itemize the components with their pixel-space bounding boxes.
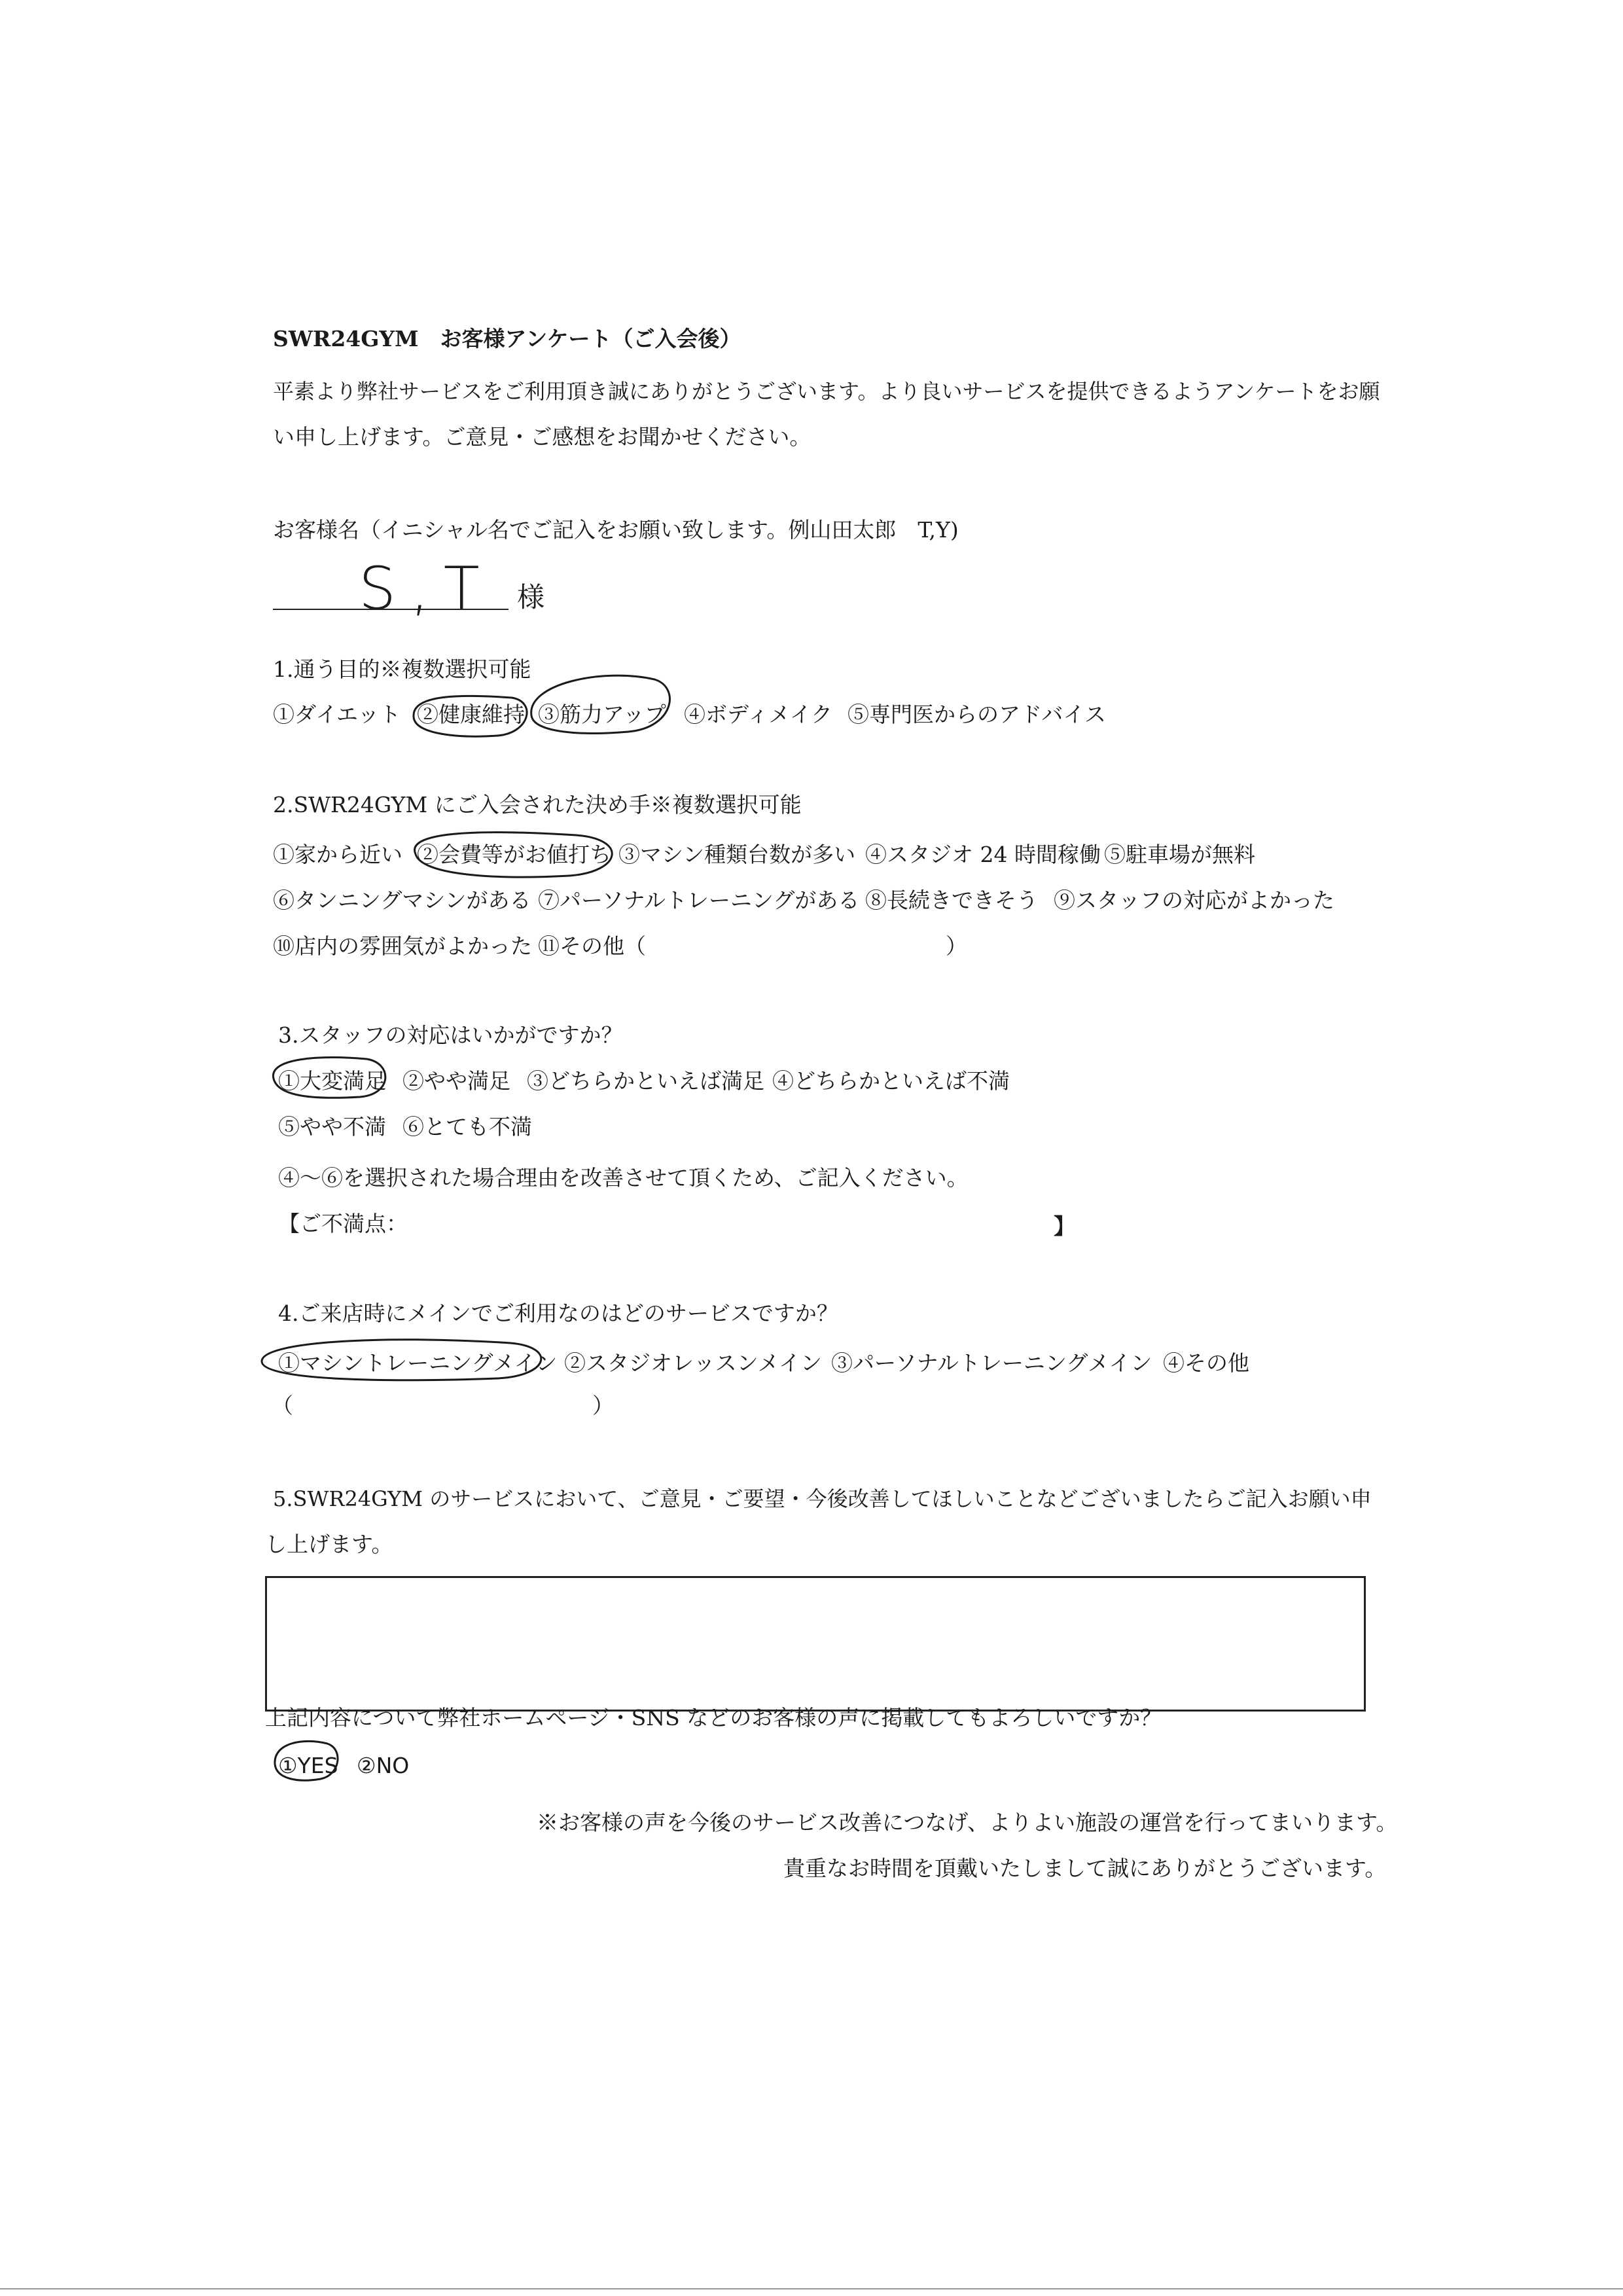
q5-heading-line1: 5.SWR24GYM のサービスにおいて、ご意見・ご要望・今後改善してほしいことなどございましたらご記入お願い申	[273, 1486, 1372, 1511]
q3-circle-mark-1	[273, 1058, 385, 1098]
closing-note: ※お客様の声を今後のサービス改善につなげ、よりよい施設の運営を行ってまいります。	[537, 1810, 1398, 1835]
q3-option-4[interactable]: ④どちらかといえば不満	[772, 1068, 1010, 1094]
q2-option-3[interactable]: ③マシン種類台数が多い	[618, 842, 856, 867]
q1-option-1[interactable]: ①ダイエット	[273, 702, 401, 727]
q1-option-3[interactable]: ③筋力アップ	[538, 702, 666, 727]
publish-question: 上記内容について弊社ホームページ・SNS などのお客様の声に掲載してもよろしいですか？	[265, 1705, 1162, 1731]
q3-heading: 3.スタッフの対応はいかがですか？	[278, 1022, 623, 1048]
name-label: お客様名（イニシャル名でご記入をお願い致します。例山田太郎 T,Y)	[273, 517, 959, 543]
survey-title: SWR24GYM お客様アンケート（ご入会後）	[273, 326, 741, 351]
publish-yes-option[interactable]: ①YES	[278, 1753, 338, 1778]
q3-option-5[interactable]: ⑤やや不満	[278, 1114, 386, 1139]
q2-option-10[interactable]: ⑩店内の雰囲気がよかった	[273, 933, 532, 959]
q5-heading-line2: し上げます。	[265, 1532, 393, 1557]
intro-text-line1: 平素より弊社サービスをご利用頂き誠にありがとうございます。より良いサービスを提供できるようアンケートをお願	[273, 379, 1380, 404]
q1-circle-mark-2	[414, 696, 527, 736]
q3-option-2[interactable]: ②やや満足	[402, 1068, 510, 1094]
name-suffix: 様	[517, 581, 545, 613]
q2-option-4[interactable]: ④スタジオ 24 時間稼働	[865, 842, 1101, 867]
q1-heading: 1.通う目的※複数選択可能	[273, 656, 531, 682]
q3-option-1[interactable]: ①大変満足	[278, 1068, 386, 1094]
q4-option-3[interactable]: ③パーソナルトレーニングメイン	[831, 1350, 1152, 1376]
q4-option-2[interactable]: ②スタジオレッスンメイン	[564, 1350, 823, 1376]
publish-no-option[interactable]: ②NO	[357, 1753, 410, 1778]
q3-complaint-close: 】	[1054, 1213, 1075, 1239]
q2-other-close: ）	[946, 933, 967, 959]
q3-option-3[interactable]: ③どちらかといえば満足	[527, 1068, 764, 1094]
q2-option-1[interactable]: ①家から近い	[273, 842, 402, 867]
q2-option-5[interactable]: ⑤駐車場が無料	[1104, 842, 1255, 867]
closing-thanks: 貴重なお時間を頂戴いたしまして誠にありがとうございます。	[783, 1856, 1387, 1881]
q2-heading: 2.SWR24GYM にご入会された決め手※複数選択可能	[273, 792, 802, 817]
intro-text-line2: い申し上げます。ご意見・ご感想をお聞かせください。	[273, 424, 812, 450]
customer-initials-field[interactable]: S,T	[359, 554, 494, 623]
q4-option-4[interactable]: ④その他	[1163, 1350, 1249, 1376]
q1-option-5[interactable]: ⑤専門医からのアドバイス	[847, 702, 1107, 727]
q2-option-7[interactable]: ⑦パーソナルトレーニングがある	[538, 888, 860, 913]
publish-circle-mark-yes	[275, 1741, 338, 1780]
q4-paren-open: （	[272, 1393, 293, 1418]
q1-circle-mark-3	[531, 675, 670, 733]
q2-option-8[interactable]: ⑧長続きできそう	[865, 888, 1038, 913]
q4-heading: 4.ご来店時にメインでご利用なのはどのサービスですか？	[278, 1300, 838, 1326]
q2-circle-mark-2	[415, 833, 613, 877]
q3-option-6[interactable]: ⑥とても不満	[402, 1114, 532, 1139]
q2-option-2[interactable]: ②会費等がお値打ち	[417, 842, 611, 867]
q4-option-1[interactable]: ①マシントレーニングメイン	[278, 1350, 558, 1376]
q1-option-2[interactable]: ②健康維持	[417, 702, 525, 727]
q1-option-4[interactable]: ④ボディメイク	[684, 702, 833, 727]
q3-note: ④～⑥を選択された場合理由を改善させて頂くため、ご記入ください。	[278, 1165, 969, 1191]
page-bottom-edge	[0, 2288, 1623, 2289]
q2-option-9[interactable]: ⑨スタッフの対応がよかった	[1054, 888, 1334, 913]
q3-complaint-label: 【ご不満点：	[278, 1211, 408, 1236]
q4-circle-mark-1	[262, 1340, 541, 1380]
q2-option-6[interactable]: ⑥タンニングマシンがある	[273, 888, 531, 913]
q2-option-11[interactable]: ⑪その他（	[538, 933, 646, 959]
q4-paren-close: ）	[592, 1393, 614, 1418]
